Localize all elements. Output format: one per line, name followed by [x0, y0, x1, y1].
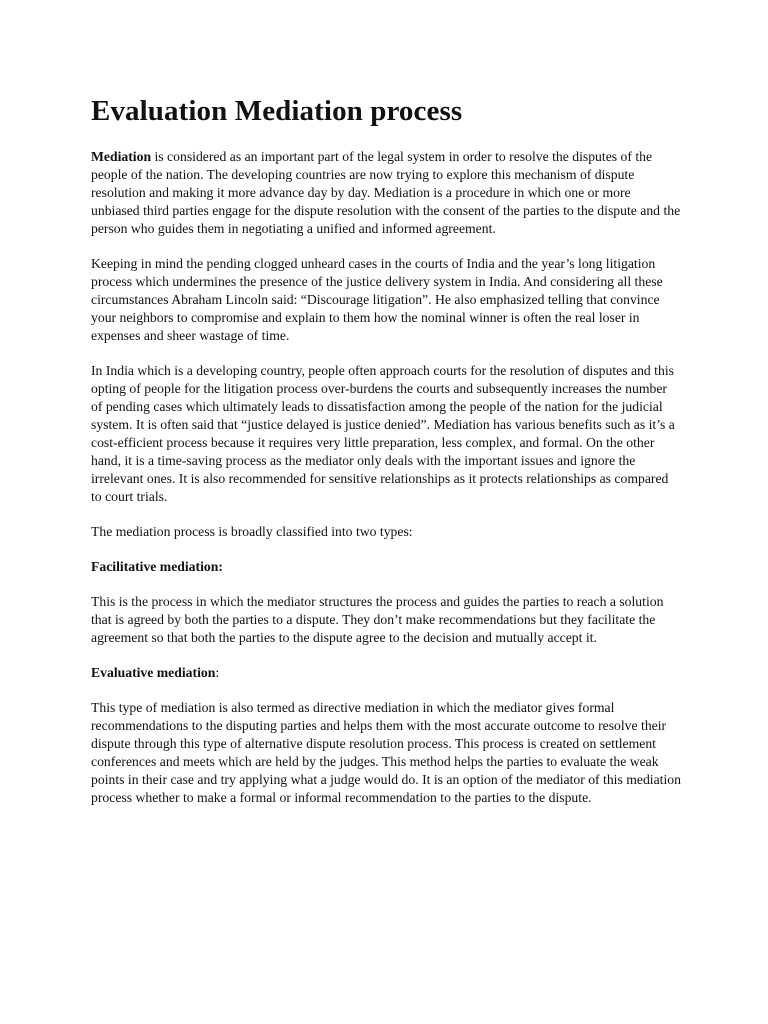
india-paragraph: In India which is a developing country, people often approach courts for the resolution of disputes and this opting of people for the litigation process over-burdens the courts and subsequently increases the number of pending cases which ultimately leads to dissatisfaction among the people of the nation for the judicial system. It is often said that “justice delayed is justice denied”. Mediation has various benefits such as it’s a cost-efficient process because it requires very little preparation, less complex, and formal. On the other hand, it is a time-saving process as the mediator only deals with the important issues and ignore the irrelevant ones. It is also recommended for sensitive relationships as it protects relationships as compared to court trials. — [91, 363, 675, 504]
intro-text: is considered as an important part of the legal system in order to resolve the disputes of the people of the nation. The developing countries are now trying to explore this mechanism of dispute resolution and making it more advance day by day. Mediation is a procedure in which one or more unbiased third parties engage for the dispute resolution with the consent of the parties to the dispute and the person who guides them in negotiating a unified and informed agreement. — [91, 149, 681, 236]
mediation-term: Mediation — [91, 149, 152, 164]
evaluative-heading-line — [91, 664, 681, 682]
evaluative-heading: Evaluative mediation — [91, 665, 216, 680]
document-page — [91, 92, 681, 824]
evaluative-paragraph: This type of mediation is also termed as directive mediation in which the mediator gives formal recommendations to the disputing parties and helps them with the most accurate outcome to resolve their dispute through this type of alternative dispute resolution process. This process is created on settlement conferences and meets which are held by the judges. This method helps the parties to evaluate the weak points in their case and try applying what a judge would do. It is an option of the mediator of this mediation process whether to make a formal or informal recommendation to the parties to the dispute. — [91, 700, 681, 805]
evaluative-heading-colon: : — [215, 665, 220, 680]
pending-cases-paragraph: Keeping in mind the pending clogged unheard cases in the courts of India and the year’s long litigation process which undermines the presence of the justice delivery system in India. And considering all these circumstances Abraham Lincoln said: “Discourage litigation”. He also emphasized telling that convince your neighbors to compromise and explain to them how the nominal winner is often the real loser in expenses and sheer wastage of time. — [91, 256, 663, 343]
classification-paragraph: The mediation process is broadly classified into two types: — [91, 524, 413, 539]
document-title: Evaluation Mediation process — [91, 95, 463, 127]
facilitative-paragraph: This is the process in which the mediator structures the process and guides the parties to reach a solution that is agreed by both the parties to a dispute. They don’t make recommendations but they facilitate the agreement so that both the parties to the dispute agree to the decision and mutually accept it. — [91, 594, 664, 645]
intro-paragraph — [91, 148, 681, 238]
facilitative-heading: Facilitative mediation: — [91, 559, 223, 574]
